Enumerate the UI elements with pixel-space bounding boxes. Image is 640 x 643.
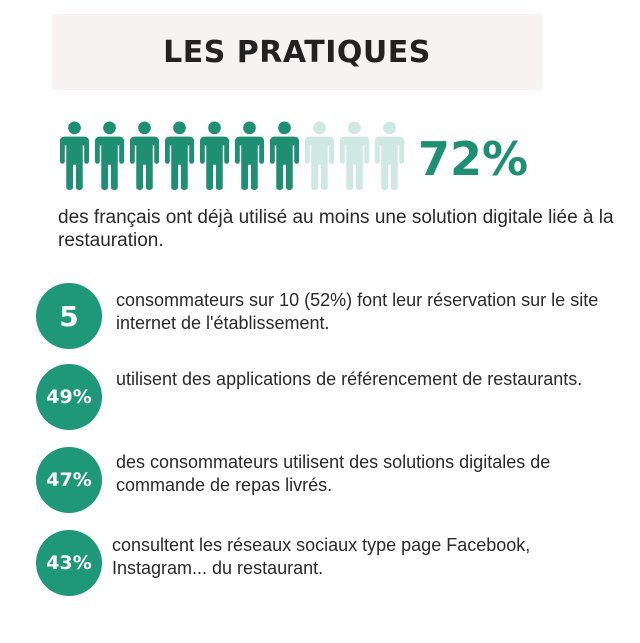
stat-text: consommateurs sur 10 (52%) font leur réservation sur le site internet de l'établissement. bbox=[116, 290, 599, 333]
stat-text: des consommateurs utilisent des solutions digitales de commande de repas livrés. bbox=[116, 452, 551, 495]
stat-text: utilisent des applications de référencement de restaurants. bbox=[116, 369, 583, 389]
stat-item-delivery bbox=[36, 447, 626, 517]
headline-percentage: 72% bbox=[418, 132, 529, 186]
stat-badge: 47% bbox=[36, 447, 102, 513]
page-title: LES PRATIQUES bbox=[163, 34, 431, 70]
person-icon-filled bbox=[268, 120, 301, 192]
stat-item-applications bbox=[36, 364, 626, 434]
stat-badge: 49% bbox=[36, 364, 102, 430]
person-icon-filled bbox=[58, 120, 91, 192]
stat-badge: 5 bbox=[36, 283, 102, 349]
stat-text: consultent les réseaux sociaux type page Facebook, Instagram... du restaurant. bbox=[112, 535, 531, 578]
title-box bbox=[52, 14, 542, 90]
person-icon-filled bbox=[163, 120, 196, 192]
stat-item-reservation bbox=[36, 283, 626, 353]
headline-text: des français ont déjà utilisé au moins une solution digitale liée à la restauration. bbox=[58, 207, 614, 251]
stat-item-social bbox=[36, 530, 626, 600]
person-icon-empty bbox=[303, 120, 336, 192]
person-icon-filled bbox=[93, 120, 126, 192]
person-icon-empty bbox=[338, 120, 371, 192]
people-icon-row bbox=[58, 120, 406, 192]
stat-badge: 43% bbox=[36, 530, 102, 596]
person-icon-empty bbox=[373, 120, 406, 192]
person-icon-filled bbox=[198, 120, 231, 192]
person-icon-filled bbox=[128, 120, 161, 192]
person-icon-filled bbox=[233, 120, 266, 192]
